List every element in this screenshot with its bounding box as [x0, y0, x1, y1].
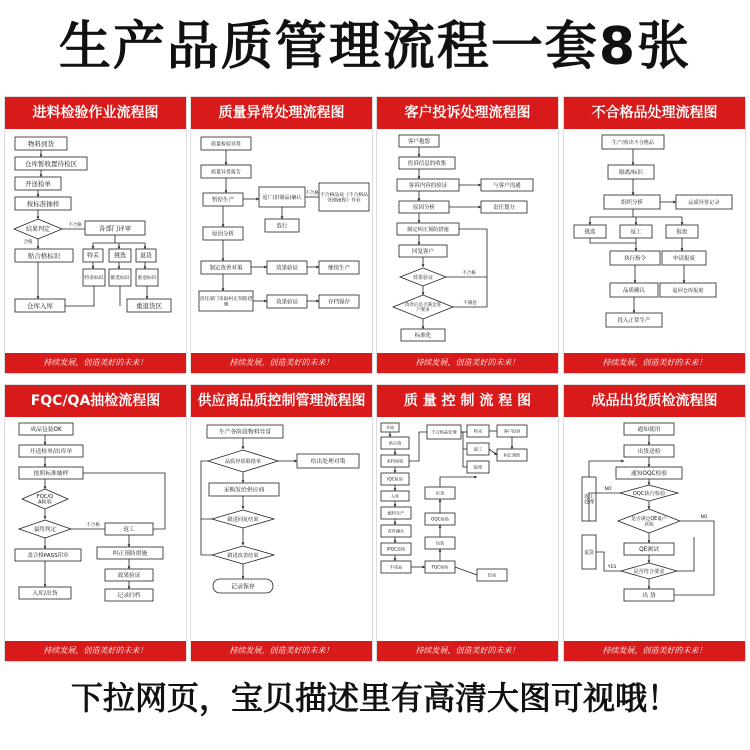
- flowchart-customer-complaint: [377, 131, 560, 353]
- flow-box-label: 标准化: [414, 332, 432, 339]
- panel-title: 成品出货质检流程图: [564, 385, 745, 417]
- flow-box-label: 放行: [276, 223, 288, 230]
- flow-box-label: 结束: [487, 572, 497, 578]
- flow-box-label: 开送检单/出库单: [29, 449, 73, 456]
- flow-box-label: 处理: [583, 499, 595, 506]
- flow-box-label: 隔离/标识: [619, 169, 643, 176]
- flow-box-label: 返工: [473, 446, 483, 452]
- flow-connector: [463, 449, 467, 467]
- flow-edge-label: NO: [604, 487, 612, 492]
- flow-box-label: 存档保存: [327, 299, 351, 306]
- flow-box-label: 品质确认: [622, 287, 646, 294]
- flow-box-label: 出货: [435, 490, 445, 496]
- flow-decision-label: A检验: [38, 499, 52, 506]
- panel-slogan: 持续发展，创造美好的未来！: [377, 641, 558, 661]
- flow-box-label: IQC检验: [387, 476, 403, 482]
- flow-box-label: FQC检验: [431, 564, 449, 570]
- panel-quality-control: [376, 384, 559, 662]
- flow-connector: [440, 477, 477, 487]
- flow-box-label: 通知使用: [637, 427, 661, 434]
- flow-connector: [677, 537, 694, 571]
- flow-box-label: QE测试: [639, 547, 659, 554]
- flow-arrowhead: [422, 264, 425, 267]
- flow-box-label: 返工: [583, 494, 595, 500]
- flowchart-fqc-qa: [5, 419, 188, 641]
- flow-connector: [590, 238, 636, 243]
- flow-box-label: 半成品: [389, 564, 403, 570]
- flow-box-label: 暂停生产: [211, 197, 235, 204]
- flow-box-label: IPQC巡检: [386, 546, 406, 552]
- panel-title: 供应商品质控制管理流程图: [191, 385, 372, 417]
- flow-box-label: 成品包装OK: [30, 427, 62, 434]
- flow-arrowhead: [242, 506, 245, 509]
- flow-box-label: 申请报废: [672, 255, 696, 262]
- flow-connector: [409, 432, 427, 461]
- flow-box-label: 客户投诉: [503, 428, 521, 434]
- flow-box-label: 质量检验异常: [210, 141, 242, 148]
- flow-edge-label: YES: [607, 565, 617, 570]
- panel-quality-exception: [190, 96, 373, 374]
- panel-supplier-quality: [190, 384, 373, 662]
- panel-slogan: 持续发展，创造美好的未来！: [564, 353, 745, 373]
- panel-nonconforming: [563, 96, 746, 374]
- flow-box-label: 特采标识: [84, 276, 104, 282]
- flow-decision-label: 跟进改善结果: [227, 552, 259, 559]
- panel-slogan: 持续发展，创造美好的未来！: [564, 641, 745, 661]
- flow-box-label: 物料到货: [28, 139, 54, 148]
- flow-box-label: 执行指令: [623, 255, 647, 262]
- flow-box-label: 采购发给供应商: [223, 487, 265, 494]
- panel-slogan: 持续发展，创造美好的未来！: [377, 353, 558, 373]
- flow-edge-label: 不合格: [68, 223, 82, 228]
- flow-decision-label: 试验: [644, 522, 654, 528]
- flow-box-label: 制定改善对策: [209, 265, 243, 272]
- flow-box-label: 退回仓库报废: [672, 287, 704, 294]
- flow-box-label: 原因分析: [211, 231, 235, 238]
- flow-box-label: 不合格品按《不合格品: [320, 193, 368, 199]
- flow-decision-label: OQC执行检验: [632, 490, 666, 497]
- panel-slogan: 持续发展，创造美好的未来！: [191, 641, 372, 661]
- flow-box-label: 投入正常生产: [617, 317, 651, 324]
- flow-box-label: 按标准抽样: [26, 199, 60, 208]
- flow-arrowhead: [621, 460, 624, 463]
- flow-decision-label: 结果判定: [25, 226, 51, 234]
- panel-slogan: 持续发展，创造美好的未来！: [5, 641, 186, 661]
- flow-decision-label: 效果验证: [412, 274, 434, 281]
- flow-box-label: 挑选: [584, 229, 596, 236]
- flow-box-label: 仓库入库: [27, 301, 53, 310]
- flow-box-label: 效果验证: [275, 299, 299, 306]
- flow-box-label: 客诉内容的验证: [408, 182, 448, 189]
- flow-box-label: 特采: [86, 252, 100, 260]
- flow-connector: [201, 519, 212, 555]
- flow-box-label: 责任划分: [492, 204, 516, 211]
- flow-box-label: 给出处理对策: [310, 459, 346, 466]
- flow-box-label: 生产各阶段物料异常: [218, 429, 272, 436]
- flow-box-label: 质量异常报告: [210, 169, 242, 176]
- page-title: 生产品质管理流程一套8张: [58, 17, 692, 77]
- panel-title: 不合格品处理流程图: [564, 97, 745, 129]
- panel-slogan: 持续发展，创造美好的未来！: [191, 353, 372, 373]
- flow-box-label: 返工: [123, 527, 135, 534]
- flow-box-label: 继续生产: [327, 265, 351, 272]
- flow-edge-label: 合格: [23, 240, 33, 245]
- flow-box-label: 与客户沟通: [493, 182, 521, 189]
- flow-box-label: 投诉信息的收集: [407, 160, 447, 167]
- flow-box-label: 报废: [473, 464, 483, 470]
- flow-box-label: 开始: [385, 424, 395, 430]
- flow-decision-label: 品质异常联络单: [224, 458, 262, 465]
- flow-box-label: 各部门评审: [98, 224, 132, 233]
- flow-box-label: 返厂(旧制品)确认: [262, 194, 302, 201]
- flow-box-label: 效果验证: [275, 265, 299, 272]
- flow-box-label: 制定纠正预防措施: [407, 226, 449, 233]
- panel-incoming-inspection: [4, 96, 187, 374]
- flow-box-label: 纠正预防措施: [112, 551, 148, 558]
- panel-title: FQC/QA抽检流程图: [5, 385, 186, 417]
- flow-box-label: 供应商: [388, 440, 402, 446]
- flow-decision-label: 是否符合要求: [633, 568, 665, 575]
- flow-decision-label: 户要求: [416, 308, 430, 314]
- flow-box-label: 挑选: [113, 252, 127, 260]
- flow-box-label: 责任部门采取纠正预防措: [199, 297, 253, 303]
- flow-box-label: 效果验证: [117, 573, 141, 580]
- panel-title: 客户投诉处理流程图: [377, 97, 558, 129]
- flow-box-label: 包装: [435, 540, 445, 546]
- flow-box-label: 开送检单: [25, 179, 51, 188]
- footer-notice: 下拉网页，宝贝描述里有高清大图可视哦！: [70, 679, 679, 717]
- flow-box-label: 原因分析: [412, 204, 436, 211]
- flow-box-label: 通知OQC检验: [630, 471, 668, 478]
- flowchart-quality-control: [377, 419, 560, 641]
- flow-box-label: 退货: [139, 252, 153, 260]
- flow-box-label: 不合格品处理: [431, 429, 457, 435]
- flow-box-label: 报废: [676, 229, 688, 236]
- flow-decision-label: 改善后是否满足客: [405, 303, 441, 309]
- flow-decision-label: 是否满足QE量产: [631, 517, 667, 523]
- panel-fqc-qa: [4, 384, 187, 662]
- flow-box-label: 品质异常记录: [688, 199, 720, 206]
- flow-arrowhead: [242, 542, 245, 545]
- panel-customer-complaint: [376, 96, 559, 374]
- flow-edge-label: 不合格: [462, 271, 476, 276]
- flowchart-nonconforming: [564, 131, 747, 353]
- flow-box-label: 退货: [583, 549, 595, 556]
- flow-connector: [461, 432, 467, 449]
- flow-box-label: 盖合格PASS印章: [27, 552, 69, 559]
- flow-box-label: 回复客户: [411, 248, 435, 255]
- flow-box-label: 记录归档: [117, 593, 141, 600]
- flow-box-label: 生产/检出不合格品: [612, 139, 654, 146]
- panel-slogan: 持续发展，创造美好的未来！: [5, 353, 186, 373]
- panel-title: 进料检验作业流程图: [5, 97, 186, 129]
- flow-box-label: 仓库暂收置待检区: [25, 159, 77, 168]
- flow-decision-label: FQC/Q: [36, 493, 54, 500]
- flowchart-incoming-inspection: [5, 131, 188, 353]
- flowchart-shipment-inspection: [564, 419, 747, 641]
- flow-box-label: 配料生产: [387, 510, 405, 516]
- flow-box-label: 入库/出货: [32, 591, 58, 598]
- flow-arrowhead: [474, 476, 477, 479]
- flow-box-label: 纠正预防: [503, 452, 521, 458]
- flow-connector: [455, 567, 477, 575]
- flow-arrowhead: [242, 446, 245, 449]
- flow-box-label: 贴合格标识: [27, 251, 61, 260]
- flow-box-label: 重退标识: [137, 276, 157, 282]
- flowchart-quality-exception: [191, 131, 374, 353]
- flow-box-label: 重退货区: [136, 301, 162, 310]
- flow-box-label: 首件确认: [387, 528, 405, 534]
- flow-box-label: 处理流程》作业: [327, 198, 361, 204]
- flow-connector: [446, 229, 487, 277]
- panel-title: 质量异常处理流程图: [191, 97, 372, 129]
- flow-box-label: 挑选标识: [110, 276, 130, 282]
- flow-box-label: 返工: [630, 229, 642, 236]
- flow-edge-label: 不合格: [86, 523, 100, 528]
- flow-box-label: 组织分析: [620, 199, 644, 206]
- flow-box-label: 来料检验: [386, 458, 404, 464]
- flow-box-label: 出 货: [642, 593, 656, 600]
- flow-arrowhead: [44, 516, 47, 519]
- panel-shipment-inspection: [563, 384, 746, 662]
- panel-title: 质 量 控 制 流 程 图: [377, 385, 558, 417]
- flow-edge-label: 不满意: [463, 301, 477, 306]
- flow-decision-label: 跟进回复结果: [227, 516, 259, 523]
- flow-box-label: 特采: [473, 428, 483, 434]
- flow-box-label: 入库: [390, 493, 400, 499]
- flow-decision-label: 最终判定: [33, 526, 57, 533]
- flow-box-label: OQC检验: [431, 516, 449, 522]
- flow-edge-label: 不合格: [305, 191, 319, 196]
- flow-edge-label: NO: [700, 515, 708, 520]
- flowchart-supplier-quality: [191, 419, 374, 641]
- flow-box-label: 客户抱怨: [407, 138, 431, 145]
- flow-connector: [83, 473, 165, 529]
- flow-box-label: 施: [223, 302, 229, 308]
- flow-box-label: 按照标准抽样: [33, 471, 69, 478]
- flow-box-label: 记录保存: [230, 583, 256, 591]
- flow-box-label: 出货送检: [637, 449, 661, 456]
